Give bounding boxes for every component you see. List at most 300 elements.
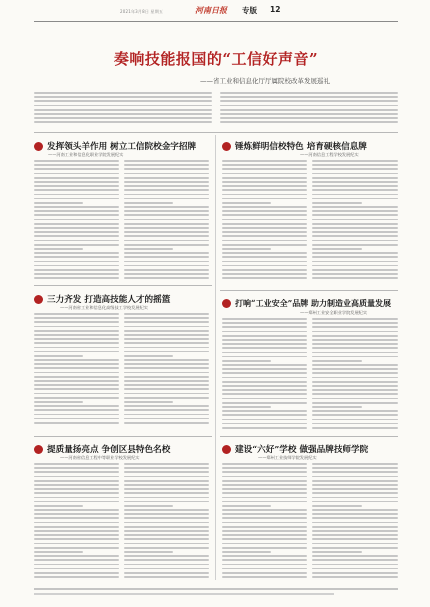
body-text-line	[222, 210, 307, 212]
body-text-line	[124, 418, 209, 420]
article-5-header	[34, 443, 170, 455]
body-text-line	[312, 572, 398, 574]
body-text-line	[124, 342, 209, 344]
body-text-line	[124, 513, 209, 515]
article-1-column-b	[124, 160, 209, 281]
body-text-line	[34, 409, 119, 411]
body-text-line	[34, 488, 119, 490]
article-3-column-a	[34, 313, 119, 426]
body-text-line	[220, 121, 398, 123]
body-text-line	[34, 219, 119, 221]
body-text-line	[34, 463, 119, 465]
body-text-line	[34, 547, 119, 549]
body-text-line	[34, 397, 119, 399]
body-text-line	[34, 248, 83, 250]
body-text-line	[222, 410, 307, 412]
body-text-line	[124, 355, 173, 357]
body-text-line	[124, 202, 173, 204]
body-text-line	[124, 351, 209, 353]
body-text-line	[312, 194, 398, 196]
body-text-line	[222, 168, 307, 170]
body-text-line	[34, 572, 119, 574]
body-text-line	[34, 480, 119, 482]
body-text-line	[222, 385, 307, 387]
body-text-line	[34, 244, 119, 246]
body-text-line	[34, 113, 212, 115]
body-text-line	[124, 538, 209, 540]
body-text-line	[34, 313, 119, 315]
body-text-line	[124, 568, 209, 570]
body-text-line	[34, 168, 119, 170]
body-text-line	[312, 244, 398, 246]
body-text-line	[124, 317, 209, 319]
body-text-line	[312, 398, 398, 400]
body-text-line	[34, 342, 119, 344]
body-text-line	[312, 568, 398, 570]
body-text-line	[34, 384, 119, 386]
body-text-line	[312, 261, 398, 263]
body-text-line	[312, 331, 398, 333]
body-text-line	[34, 261, 119, 263]
body-text-line	[312, 343, 398, 345]
body-text-line	[34, 223, 119, 225]
body-text-line	[34, 405, 119, 407]
body-text-line	[222, 538, 307, 540]
body-text-line	[124, 189, 209, 191]
body-text-line	[34, 555, 119, 557]
body-text-line	[34, 388, 119, 390]
article-5-column-a	[34, 463, 119, 580]
body-text-line	[222, 318, 307, 320]
body-text-line	[222, 356, 307, 358]
article-4-column-a	[222, 318, 307, 431]
article-1-column-a	[34, 160, 119, 281]
body-text-line	[124, 509, 209, 511]
body-text-line	[222, 360, 271, 362]
body-text-line	[124, 372, 209, 374]
body-text-line	[220, 96, 398, 98]
body-text-line	[312, 393, 398, 395]
body-text-line	[222, 492, 307, 494]
body-text-line	[34, 317, 119, 319]
body-text-line	[312, 185, 398, 187]
body-text-line	[124, 177, 209, 179]
body-text-line	[222, 513, 307, 515]
body-text-line	[312, 248, 362, 250]
body-text-line	[124, 240, 209, 242]
emblem-icon	[34, 445, 43, 454]
article-2-column-b	[312, 160, 398, 281]
body-text-line	[312, 269, 398, 271]
body-text-line	[124, 526, 209, 528]
body-text-line	[124, 206, 209, 208]
body-text-line	[312, 389, 398, 391]
body-text-line	[220, 100, 398, 102]
page-header	[0, 0, 430, 22]
body-text-line	[312, 463, 398, 465]
body-text-line	[312, 543, 398, 545]
footer-info-line	[34, 593, 334, 595]
body-text-line	[34, 509, 119, 511]
body-text-line	[124, 256, 209, 258]
body-text-line	[34, 273, 119, 275]
body-text-line	[124, 480, 209, 482]
intro-column-right	[220, 92, 398, 126]
body-text-line	[34, 497, 119, 499]
body-text-line	[222, 547, 307, 549]
body-text-line	[312, 414, 398, 416]
body-text-line	[222, 564, 307, 566]
body-text-line	[34, 206, 119, 208]
body-text-line	[34, 380, 119, 382]
body-text-line	[312, 206, 398, 208]
article-2-title: 锤炼鲜明信校特色 培育硬核信息牌	[235, 142, 367, 152]
body-text-line	[222, 530, 307, 532]
body-text-line	[124, 467, 209, 469]
body-text-line	[222, 343, 307, 345]
body-text-line	[222, 368, 307, 370]
body-text-line	[124, 488, 209, 490]
body-text-line	[222, 526, 307, 528]
body-text-line	[34, 355, 83, 357]
body-text-line	[34, 177, 119, 179]
body-text-line	[312, 526, 398, 528]
body-text-line	[124, 252, 209, 254]
article-3-title: 三力齐发 打造高技能人才的摇篮	[47, 295, 171, 305]
article-1-subtitle: ——河南工业和信息化职业学院发展纪实	[48, 152, 124, 157]
section-name: 专版	[242, 6, 257, 15]
body-text-line	[34, 347, 119, 349]
body-text-line	[34, 100, 212, 102]
body-text-line	[222, 277, 307, 279]
article-4-header	[222, 298, 391, 309]
body-text-line	[124, 194, 209, 196]
body-text-line	[312, 277, 398, 279]
body-text-line	[124, 231, 209, 233]
body-text-line	[312, 564, 398, 566]
body-text-line	[124, 564, 209, 566]
body-text-line	[312, 318, 398, 320]
body-text-line	[312, 210, 398, 212]
body-text-line	[312, 509, 398, 511]
body-text-line	[312, 364, 398, 366]
body-text-line	[222, 189, 307, 191]
body-text-line	[34, 393, 119, 395]
body-text-line	[124, 210, 209, 212]
body-text-line	[124, 363, 209, 365]
emblem-icon	[222, 142, 231, 151]
body-text-line	[34, 198, 119, 200]
body-text-line	[124, 313, 209, 315]
body-text-line	[220, 105, 398, 107]
body-text-line	[222, 223, 307, 225]
body-text-line	[124, 471, 209, 473]
page-number: 12	[270, 5, 281, 14]
body-text-line	[222, 244, 307, 246]
body-text-line	[124, 501, 209, 503]
body-text-line	[222, 543, 307, 545]
body-text-line	[34, 517, 119, 519]
body-text-line	[124, 219, 209, 221]
body-text-line	[222, 206, 307, 208]
body-text-line	[34, 551, 83, 553]
body-text-line	[124, 405, 209, 407]
body-text-line	[312, 356, 398, 358]
body-text-line	[312, 265, 398, 267]
body-text-line	[34, 252, 119, 254]
article-6-column-b	[312, 463, 398, 580]
body-text-line	[124, 214, 209, 216]
body-text-line	[124, 321, 209, 323]
body-text-line	[124, 347, 209, 349]
intro-column-left	[34, 92, 212, 126]
body-text-line	[34, 530, 119, 532]
body-text-line	[34, 121, 212, 123]
body-text-line	[124, 555, 209, 557]
body-text-line	[34, 265, 119, 267]
body-text-line	[222, 364, 307, 366]
body-text-line	[312, 423, 398, 425]
body-text-line	[124, 261, 209, 263]
issue-date: 2021年3月8日 星期五	[120, 9, 164, 14]
footer-rule	[34, 588, 398, 590]
body-text-line	[34, 160, 119, 162]
body-text-line	[124, 198, 209, 200]
body-text-line	[312, 497, 398, 499]
body-text-line	[124, 572, 209, 574]
emblem-icon	[34, 295, 43, 304]
body-text-line	[222, 265, 307, 267]
body-text-line	[222, 471, 307, 473]
body-text-line	[124, 173, 209, 175]
body-text-line	[34, 414, 119, 416]
body-text-line	[124, 227, 209, 229]
emblem-icon	[222, 445, 231, 454]
body-text-line	[222, 198, 307, 200]
body-text-line	[222, 326, 307, 328]
article-5-title: 提质量扬亮点 争创区县特色名校	[47, 445, 171, 455]
body-text-line	[34, 269, 119, 271]
main-headline: 奏响技能报国的“工信好声音”	[113, 50, 319, 68]
article-4-column-b	[312, 318, 398, 431]
body-text-line	[124, 505, 173, 507]
body-text-line	[312, 227, 398, 229]
body-text-line	[222, 194, 307, 196]
body-text-line	[312, 377, 398, 379]
body-text-line	[222, 273, 307, 275]
body-text-line	[34, 194, 119, 196]
body-text-line	[220, 109, 398, 111]
body-text-line	[222, 522, 307, 524]
body-text-line	[124, 401, 173, 403]
article-5-subtitle: ——河南省信息工程中等职业学校发展纪实	[60, 455, 140, 460]
body-text-line	[312, 326, 398, 328]
body-text-line	[124, 492, 209, 494]
body-text-line	[34, 105, 212, 107]
body-text-line	[312, 576, 398, 578]
body-text-line	[222, 335, 307, 337]
body-text-line	[222, 534, 307, 536]
body-text-line	[222, 423, 307, 425]
body-text-line	[34, 559, 119, 561]
body-text-line	[124, 265, 209, 267]
body-text-line	[124, 476, 209, 478]
body-text-line	[222, 185, 307, 187]
body-text-line	[124, 185, 209, 187]
body-text-line	[124, 484, 209, 486]
body-text-line	[34, 92, 212, 94]
body-text-line	[34, 376, 119, 378]
body-text-line	[124, 543, 209, 545]
body-text-line	[124, 168, 209, 170]
body-text-line	[34, 476, 119, 478]
body-text-line	[222, 576, 307, 578]
body-text-line	[124, 576, 209, 578]
body-text-line	[312, 385, 398, 387]
body-text-line	[34, 189, 119, 191]
body-text-line	[222, 463, 307, 465]
body-text-line	[312, 189, 398, 191]
body-text-line	[34, 117, 212, 119]
body-text-line	[34, 484, 119, 486]
body-text-line	[312, 372, 398, 374]
body-text-line	[222, 219, 307, 221]
body-text-line	[124, 326, 209, 328]
body-text-line	[312, 223, 398, 225]
body-text-line	[34, 256, 119, 258]
body-text-line	[34, 214, 119, 216]
body-text-line	[34, 173, 119, 175]
body-text-line	[34, 372, 119, 374]
body-text-line	[312, 406, 362, 408]
body-text-line	[34, 202, 83, 204]
body-text-line	[124, 164, 209, 166]
body-text-line	[124, 223, 209, 225]
body-text-line	[222, 398, 307, 400]
article-6-subtitle: ——郑州工业技师学院发展纪实	[258, 455, 317, 460]
body-text-line	[124, 277, 209, 279]
body-text-line	[34, 522, 119, 524]
body-text-line	[34, 422, 119, 424]
body-text-line	[34, 492, 119, 494]
body-text-line	[34, 96, 212, 98]
body-text-line	[312, 522, 398, 524]
body-text-line	[222, 480, 307, 482]
body-text-line	[222, 240, 307, 242]
body-text-line	[222, 393, 307, 395]
body-text-line	[34, 109, 212, 111]
body-text-line	[124, 463, 209, 465]
body-text-line	[124, 181, 209, 183]
body-text-line	[222, 509, 307, 511]
body-text-line	[124, 551, 173, 553]
body-text-line	[124, 269, 209, 271]
body-text-line	[222, 497, 307, 499]
emblem-icon	[34, 142, 43, 151]
body-text-line	[34, 351, 119, 353]
left-divider-2	[34, 436, 212, 437]
body-text-line	[312, 202, 362, 204]
body-text-line	[312, 252, 398, 254]
body-text-line	[312, 214, 398, 216]
body-text-line	[312, 547, 398, 549]
body-text-line	[124, 338, 209, 340]
body-text-line	[312, 467, 398, 469]
body-text-line	[124, 334, 209, 336]
right-divider-1	[220, 290, 398, 291]
body-text-line	[124, 376, 209, 378]
body-text-line	[222, 427, 307, 429]
body-text-line	[222, 160, 307, 162]
body-text-line	[222, 164, 307, 166]
body-text-line	[312, 427, 398, 429]
body-text-line	[312, 168, 398, 170]
body-text-line	[222, 202, 271, 204]
header-rule	[34, 21, 398, 22]
body-text-line	[222, 269, 307, 271]
body-text-line	[312, 381, 398, 383]
body-text-line	[34, 231, 119, 233]
main-subheadline: ——省工业和信息化厅厅属院校改革发展巡礼	[200, 77, 330, 85]
body-text-line	[222, 173, 307, 175]
body-text-line	[124, 235, 209, 237]
body-text-line	[222, 261, 307, 263]
body-text-line	[222, 214, 307, 216]
body-text-line	[312, 322, 398, 324]
body-text-line	[34, 277, 119, 279]
body-text-line	[222, 555, 307, 557]
body-text-line	[34, 363, 119, 365]
body-text-line	[312, 476, 398, 478]
body-text-line	[34, 330, 119, 332]
body-text-line	[34, 538, 119, 540]
article-3-subtitle: ——河南省工业和信息化高级技工学校发展纪实	[60, 305, 148, 310]
body-text-line	[312, 488, 398, 490]
article-5-column-b	[124, 463, 209, 580]
article-4-title: 打响“工业安全”品牌 助力制造业高质量发展	[235, 298, 391, 308]
body-text-line	[34, 543, 119, 545]
body-text-line	[312, 231, 398, 233]
body-text-line	[222, 551, 271, 553]
body-text-line	[34, 164, 119, 166]
body-text-line	[222, 488, 307, 490]
body-text-line	[34, 568, 119, 570]
body-text-line	[222, 484, 307, 486]
body-text-line	[222, 381, 307, 383]
body-text-line	[124, 248, 173, 250]
body-text-line	[222, 252, 307, 254]
body-text-line	[124, 380, 209, 382]
body-text-line	[124, 530, 209, 532]
body-text-line	[312, 471, 398, 473]
body-text-line	[222, 572, 307, 574]
body-text-line	[124, 414, 209, 416]
body-text-line	[222, 339, 307, 341]
body-text-line	[34, 467, 119, 469]
body-text-line	[124, 547, 209, 549]
body-text-line	[220, 113, 398, 115]
body-text-line	[124, 384, 209, 386]
body-text-line	[312, 335, 398, 337]
article-3-column-b	[124, 313, 209, 426]
body-text-line	[222, 559, 307, 561]
body-text-line	[222, 419, 307, 421]
intro-divider	[34, 132, 398, 133]
body-text-line	[220, 92, 398, 94]
body-text-line	[34, 471, 119, 473]
body-text-line	[34, 334, 119, 336]
body-text-line	[222, 476, 307, 478]
